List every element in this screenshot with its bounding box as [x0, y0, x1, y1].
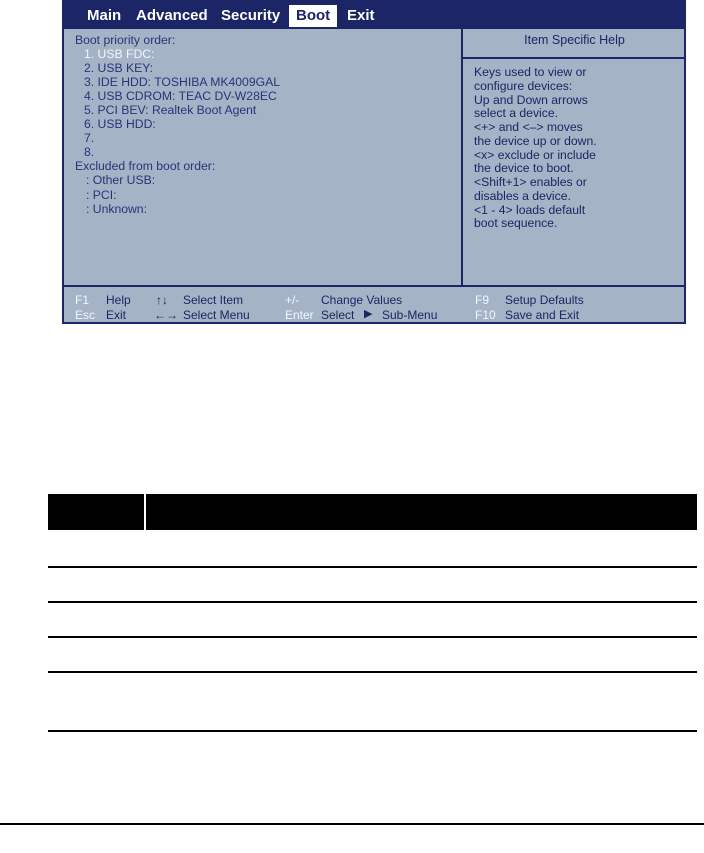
help-title-divider [461, 57, 686, 59]
excluded-item[interactable]: : Other USB: [86, 173, 156, 188]
up-down-arrows-icon: ↑↓ [156, 293, 168, 307]
tab-main[interactable]: Main [87, 7, 122, 24]
excluded-item[interactable]: : Unknown: [86, 201, 147, 216]
help-line: boot sequence. [474, 216, 558, 231]
boot-item[interactable]: 8. [84, 145, 95, 160]
help-line: Up and Down arrows [474, 92, 588, 107]
help-text [474, 66, 674, 231]
excluded-item[interactable]: : PCI: [86, 187, 117, 202]
boot-item[interactable]: 2. USB KEY: [84, 61, 154, 76]
boot-item-selected[interactable]: 1. USB FDC: [84, 47, 155, 62]
enter-key: Enter [285, 308, 314, 322]
change-values-label: Change Values [321, 293, 403, 307]
esc-label: Exit [106, 308, 127, 322]
help-line: <Shift+1> enables or [474, 175, 587, 189]
help-title: Item Specific Help [524, 33, 625, 47]
tab-security[interactable]: Security [221, 7, 281, 24]
f1-label: Help [106, 293, 131, 307]
menu-bar [64, 2, 684, 29]
plus-minus-key: +/- [285, 293, 300, 307]
help-line: select a device. [474, 106, 559, 121]
setup-defaults-label: Setup Defaults [505, 293, 584, 307]
page-footer-rule [0, 823, 704, 825]
help-line: <1 - 4> loads default [474, 202, 586, 217]
esc-key: Esc [75, 308, 96, 322]
boot-item[interactable]: 6. USB HDD: [84, 117, 156, 132]
left-right-arrows-icon: ←→ [154, 308, 178, 322]
boot-item[interactable]: 7. [84, 131, 95, 146]
sub-menu-label: Sub-Menu [382, 308, 438, 322]
table-row-divider [48, 566, 697, 568]
help-line: <x> exclude or include [474, 147, 596, 162]
tab-boot[interactable]: Boot [289, 5, 337, 27]
boot-priority-heading: Boot priority order: [75, 33, 176, 47]
f10-key: F10 [475, 308, 496, 322]
table-row-divider [48, 671, 697, 673]
help-line: <+> and <–> moves [474, 120, 583, 134]
tab-exit[interactable]: Exit [347, 7, 375, 24]
boot-item[interactable]: 4. USB CDROM: TEAC DV-W28EC [84, 89, 277, 104]
save-and-exit-label: Save and Exit [505, 308, 580, 322]
panel-divider [461, 29, 463, 286]
boot-item[interactable]: 5. PCI BEV: Realtek Boot Agent [84, 103, 257, 118]
select-menu-label: Select Menu [183, 308, 250, 322]
footer-divider [64, 285, 686, 287]
table-bottom-rule [48, 730, 697, 732]
excluded-heading: Excluded from boot order: [75, 159, 216, 174]
tab-advanced[interactable]: Advanced [136, 7, 208, 24]
triangle-right-icon: ▶ [364, 308, 373, 320]
help-line: the device to boot. [474, 161, 574, 176]
bios-setup-screen [62, 0, 686, 324]
help-line: configure devices: [474, 78, 573, 93]
select-item-label: Select Item [183, 293, 244, 307]
help-line: the device up or down. [474, 133, 597, 148]
help-line: disables a device. [474, 188, 571, 203]
enter-select-label: Select [321, 308, 355, 322]
table-row-divider [48, 636, 697, 638]
help-line: Keys used to view or [474, 65, 587, 79]
table-header-divider [144, 494, 146, 530]
table-row-divider [48, 601, 697, 603]
key-legend [64, 293, 684, 324]
f1-key: F1 [75, 293, 90, 307]
table-header [48, 494, 697, 530]
boot-order-panel [75, 33, 280, 216]
boot-item[interactable]: 3. IDE HDD: TOSHIBA MK4009GAL [84, 75, 280, 90]
f9-key: F9 [475, 293, 490, 307]
